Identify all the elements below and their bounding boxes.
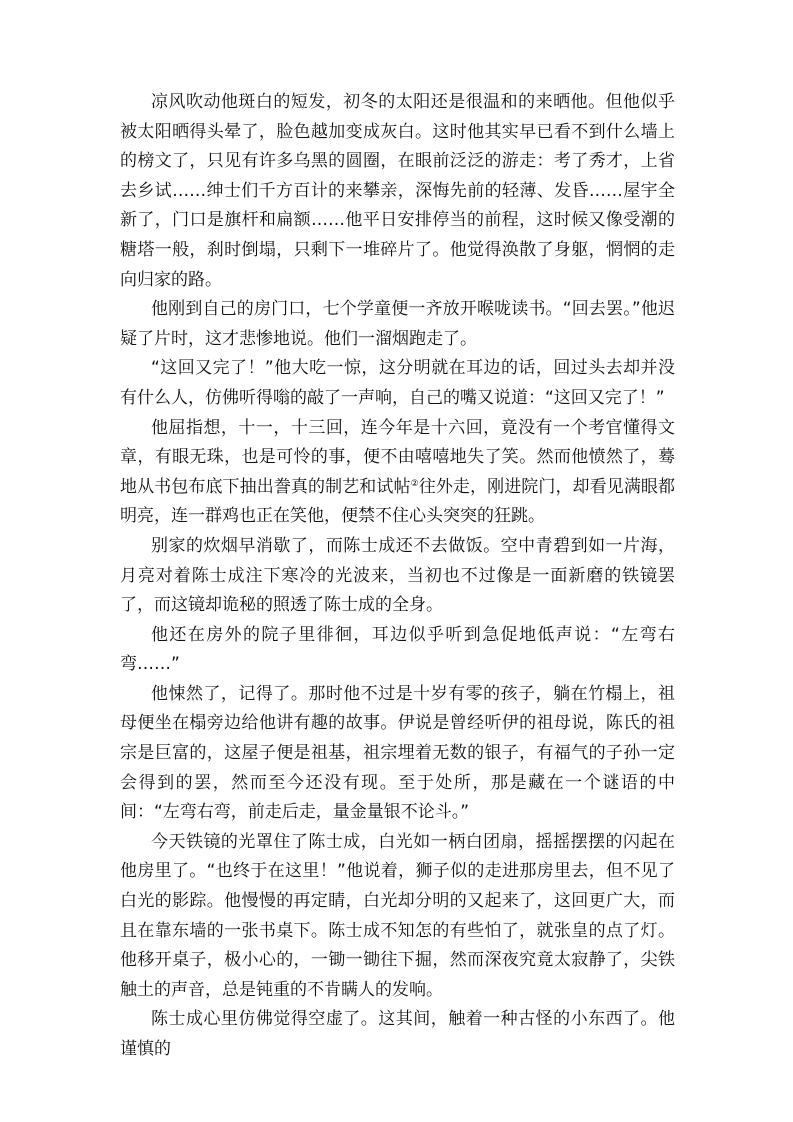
paragraph-4: [120, 414, 675, 532]
paragraph-6: 他还在房外的院子里徘徊，耳边似乎听到急促地低声说：“左弯右弯……”: [120, 624, 675, 675]
footnote-marker: ②: [410, 478, 419, 489]
paragraph-3: “这回又完了！”他大吃一惊，这分明就在耳边的话，回过头去却并没有什么人，仿佛听得嗡的敲了一声响，自己的嘴又说道：“这回又完了！”: [120, 358, 675, 408]
paragraph-4-text-before-note: 他屈指想，十一，十三回，连今年是十六回，竟没有一个考官懂得文章，有眼无珠，也是可怜的事，便不由嘻嘻地失了笑。然而他愤然了，蓦地从书包布底下抽出誊真的制艺和试帖: [120, 417, 675, 497]
document-body: [120, 88, 675, 1065]
paragraph-5: 别家的炊烟早消歇了，而陈士成还不去做饭。空中青碧到如一片海，月亮对着陈士成注下寒冷的光波来，当初也不过像是一面新磨的铁镜罢了，而这镜却诡秘的照透了陈士成的全身。: [120, 535, 675, 616]
paragraph-2: 他刚到自己的房门口，七个学童便一齐放开喉咙读书。“回去罢。”他迟疑了片时，这才悲惨地说。他们一溜烟跑走了。: [120, 299, 675, 349]
paragraph-8: 今天铁镜的光罩住了陈士成，白光如一柄白团扇，摇摇摆摆的闪起在他房里了。“也终于在这里！”他说着，狮子似的走进那房里去，但不见了白光的影踪。他慢慢的再定睛，白光却分明的又起来了，这回更广大，而且在靠东墙的一张书桌下。陈士成不知怎的有些怕了，就张皇的点了灯。他移开桌子，极小心的，一锄一锄往下掘，然而深夜究竟太寂静了，尖铁触土的声音，总是钝重的不肯瞒人的发响。: [120, 831, 675, 1000]
paragraph-4-text-after-note: 往外走，刚进院门，却看见满眼都明亮，连一群鸡也正在笑他，便禁不住心头突突的狂跳。: [120, 476, 676, 527]
paragraph-9: 陈士成心里仿佛觉得空虚了。这其间，触着一种古怪的小东西了。他谨慎的: [120, 1009, 675, 1059]
paragraph-7: 他悚然了，记得了。那时他不过是十岁有零的孩子，躺在竹榻上，祖母便坐在榻旁边给他讲有趣的故事。伊说是曾经听伊的祖母说，陈氏的祖宗是巨富的，这屋子便是祖基，祖宗埋着无数的银子，有福气的子孙一定会得到的罢，然而至今还没有现。至于处所，那是藏在一个谜语的中间：“左弯右弯，前走后走，量金量银不论斗。”: [120, 683, 675, 823]
paragraph-1: 凉风吹动他斑白的短发，初冬的太阳还是很温和的来晒他。但他似乎被太阳晒得头晕了，脸色越加变成灰白。这时他其实早已看不到什么墙上的榜文了，只见有许多乌黑的圆圈，在眼前泛泛的游走：考了秀才，上省去乡试……绅士们千方百计的来攀亲，深悔先前的轻薄、发昏……屋宇全新了，门口是旗杆和扁额……他平日安排停当的前程，这时候又像受潮的糖塔一般，刹时倒塌，只剩下一堆碎片了。他觉得涣散了身躯，惘惘的走向归家的路。: [120, 92, 675, 290]
